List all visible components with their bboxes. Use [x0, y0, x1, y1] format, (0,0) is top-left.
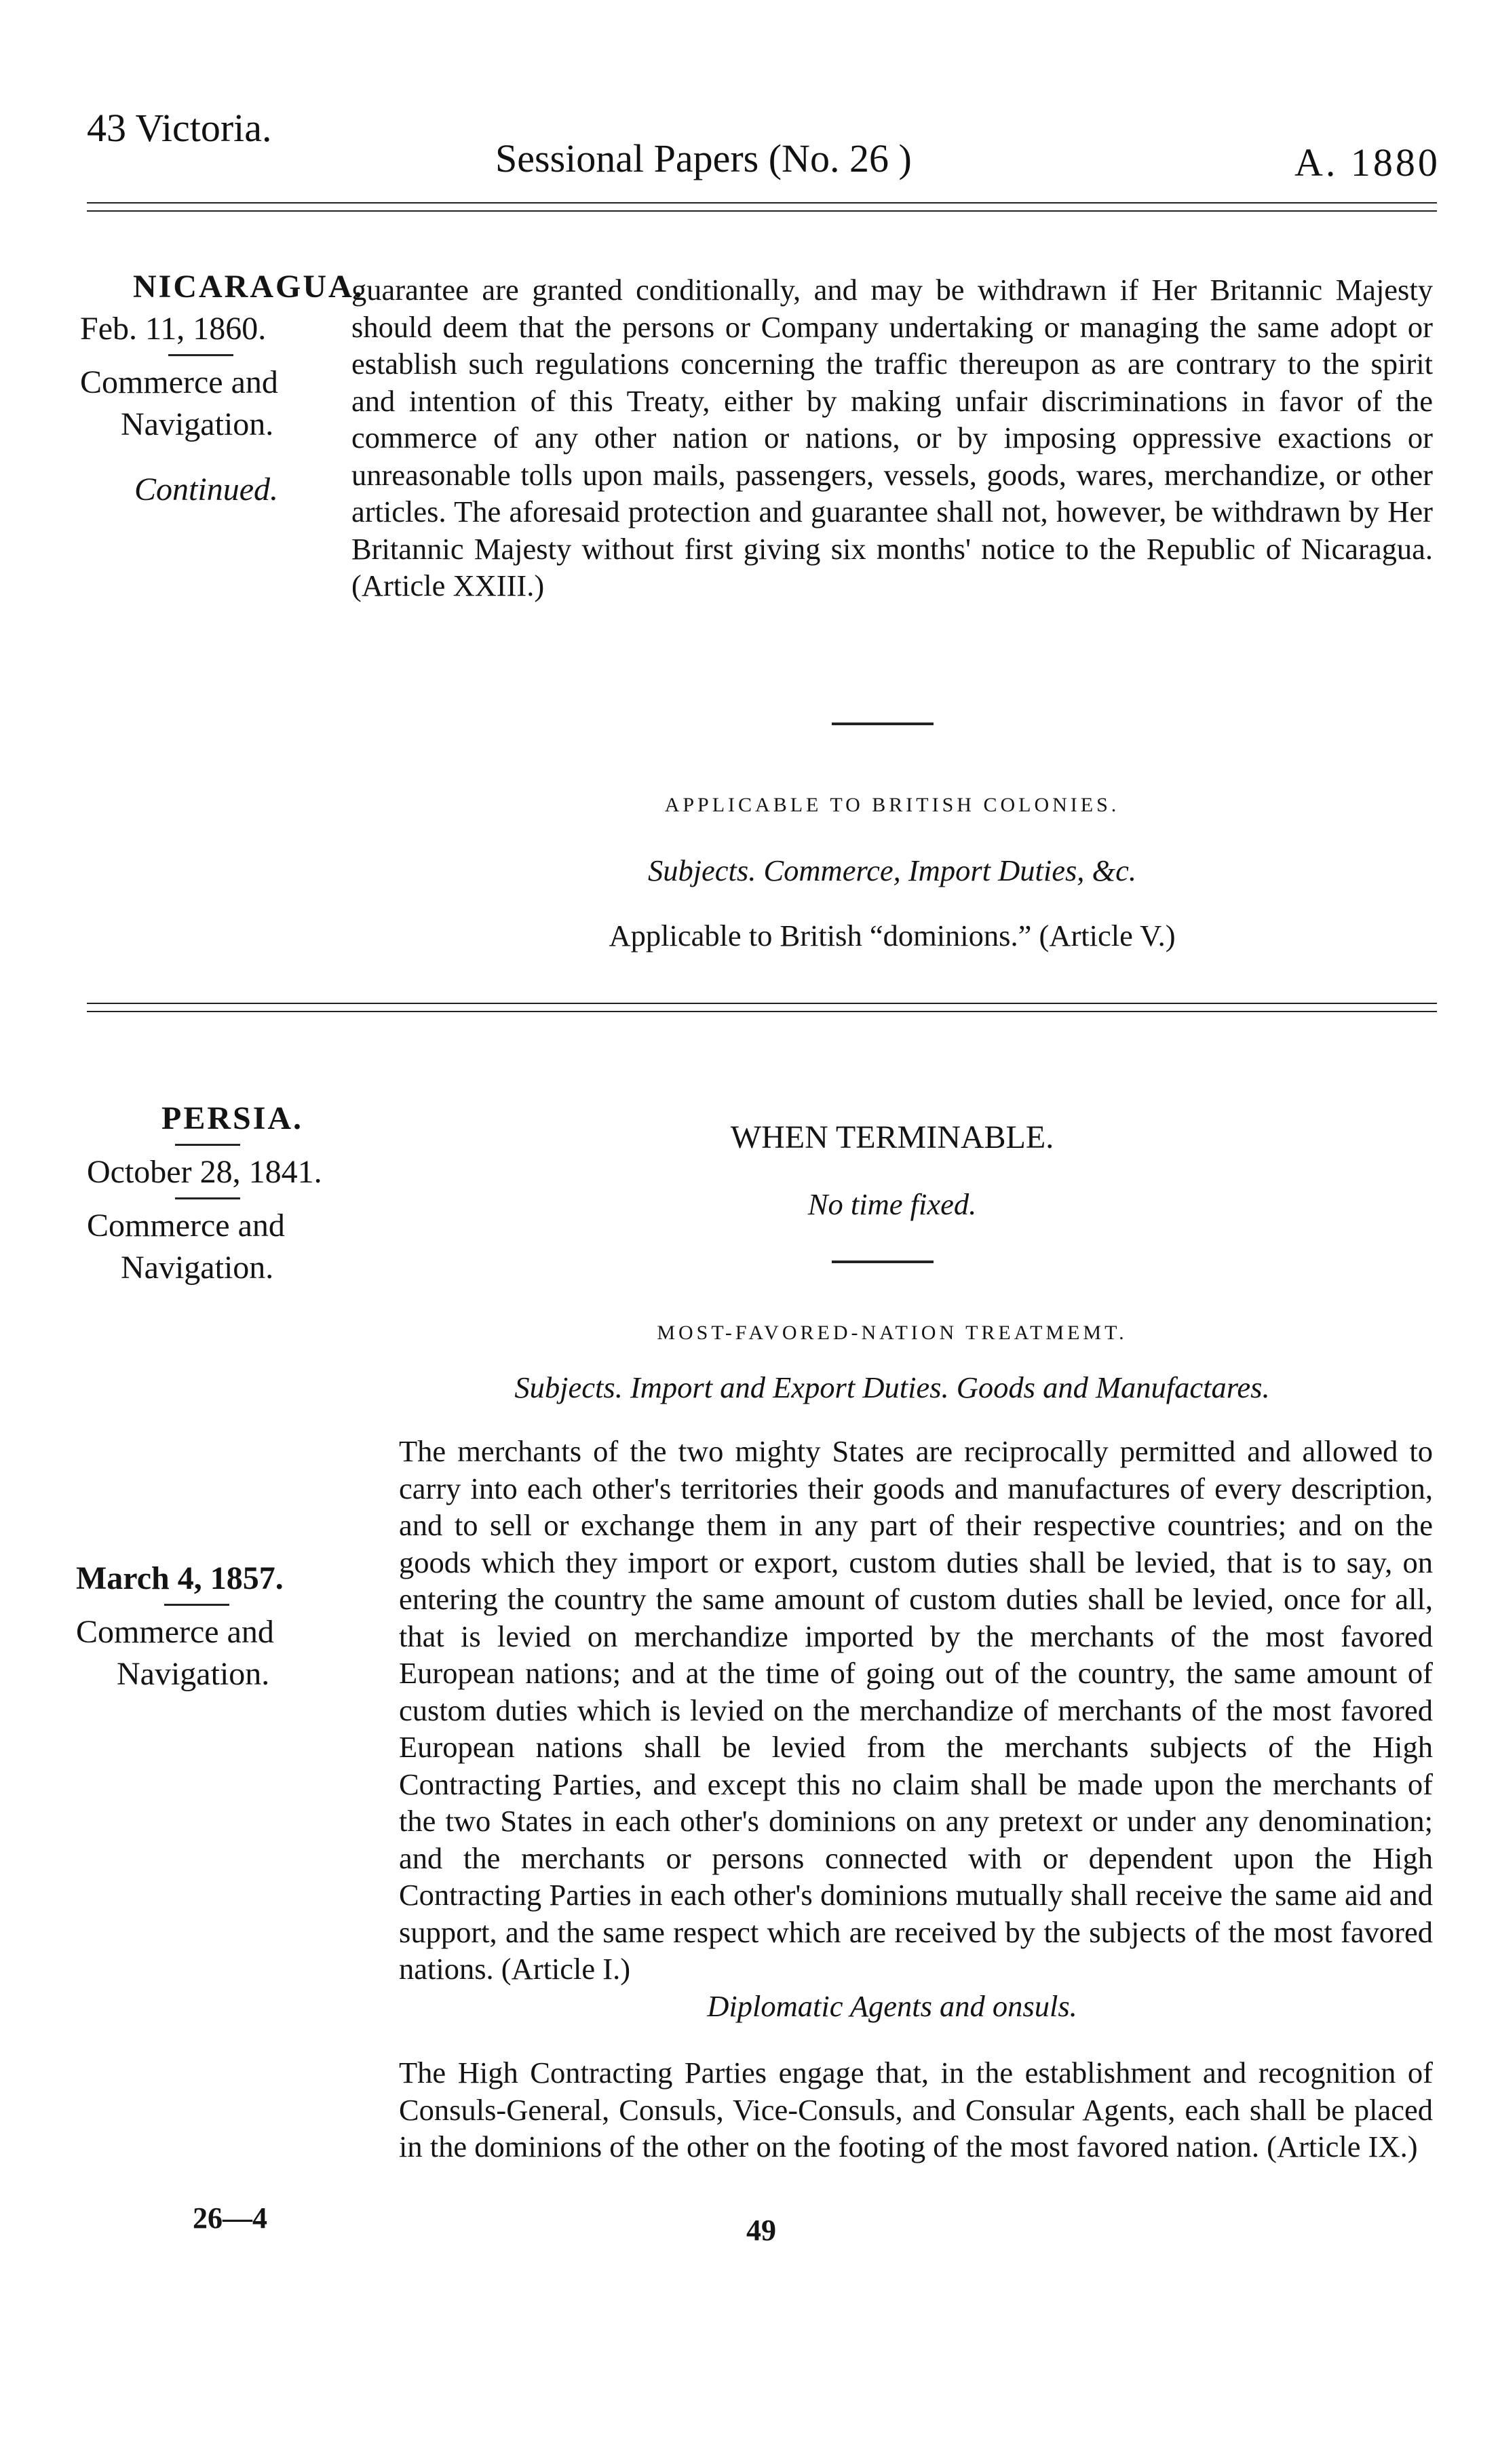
header-title: Sessional Papers (No. 26 ): [495, 136, 912, 180]
margin-date: Feb. 11, 1860.: [80, 311, 267, 347]
section-divider-rule: [87, 1003, 1437, 1012]
margin-note-nicaragua: [80, 266, 364, 511]
margin-continued: Continued.: [134, 471, 278, 507]
applicable-heading: APPLICABLE TO BRITISH COLONIES.: [664, 794, 1120, 816]
margin-note-persia: [87, 1098, 372, 1289]
page-number: 49: [746, 2214, 776, 2247]
diplomatic-heading: Diplomatic Agents and onsuls.: [707, 1989, 1077, 2023]
treaty-text: The High Contracting Parties engage that, in the establishment and recognition of Consuls-General, Consuls, Vice-Consuls, and Consular Agents, each shall be placed in the dominions of the other on the footing of the most favored nation. (Article IX.): [399, 2056, 1433, 2163]
margin-divider: [175, 1144, 240, 1146]
treaty-text: guarantee are granted conditionally, and may be withdrawn if Her Britannic Majesty should deem that the persons or Company undertaking or managing the same adopt or establish such regulations concerning the traffic thereupon as are contrary to the spirit and intention of this Treaty, either by making unfair discriminations in favor of the commerce of any other nation or nations, or by imposing oppressive exactions or unreasonable tolls upon mails, passengers, vessels, goods, wares, merchandize, or other articles. The aforesaid protection and guarantee shall not, however, be withdrawn by Her Britannic Majesty without first giving six months' notice to the Republic of Nicaragua. (Article XXIII.): [351, 273, 1433, 602]
margin-divider: [168, 354, 233, 356]
no-time-fixed: No time fixed.: [807, 1187, 977, 1221]
margin-note-persia-1857: [76, 1558, 361, 1695]
header-session: 43 Victoria.: [87, 106, 272, 150]
header-year: A. 1880: [1294, 140, 1440, 185]
nicaragua-paragraph: [351, 271, 1433, 604]
margin-subject-line1: Commerce and: [76, 1614, 274, 1650]
margin-date: March 4, 1857.: [76, 1560, 284, 1596]
margin-subject-line2: Navigation.: [121, 1250, 274, 1286]
section-rule: [832, 723, 934, 725]
margin-date: October 28, 1841.: [87, 1154, 322, 1190]
subjects-line: Subjects. Commerce, Import Duties, &c.: [647, 853, 1137, 887]
mfn-heading: MOST-FAVORED-NATION TREATMEMT.: [657, 1322, 1128, 1344]
persia-paragraph-2: [399, 2054, 1433, 2165]
margin-subject-line2: Navigation.: [121, 406, 274, 442]
margin-divider: [175, 1197, 240, 1199]
margin-subject-line2: Navigation.: [117, 1656, 270, 1692]
margin-divider: [164, 1604, 229, 1606]
margin-country: PERSIA.: [161, 1100, 304, 1136]
applicable-line: Applicable to British “dominions.” (Article V.): [609, 919, 1176, 952]
margin-subject-line1: Commerce and: [87, 1208, 285, 1244]
header-rule: [87, 202, 1437, 212]
margin-subject-line1: Commerce and: [80, 364, 278, 400]
when-terminable-heading: WHEN TERMINABLE.: [730, 1119, 1054, 1155]
persia-paragraph-1: [399, 1433, 1433, 1988]
persia-subjects-line: Subjects. Import and Export Duties. Goods and Manufactares.: [514, 1370, 1270, 1404]
treaty-text: The merchants of the two mighty States are reciprocally permitted and allowed to carry into each other's territories their goods and manufactures of every description, and to sell or exchange them in any part of their respective countries; and on the goods which they import or export, custom duties shall be levied, that is to say, on entering the country the same amount of custom duties shall be levied, once for all, that is levied on merchandize imported by the merchants of the most favored European nations; and at the time of going out of the country, the same amount of custom duties which is levied on the merchandize of merchants of the most favored European nations shall be levied from the merchants subjects of the High Contracting Parties, and except this no claim shall be made upon the merchants of the two States in each other's dominions on any pretext or under any denomination; and the merchants or persons connected with or dependent upon the High Contracting Parties in each other's dominions mutually shall receive the same aid and support, and the same respect which are received by the subjects of the most favored nations. (Article I.): [399, 1434, 1433, 1986]
margin-country: NICARAGUA.: [133, 269, 364, 305]
section-rule: [832, 1260, 934, 1263]
printer-signature: 26—4: [193, 2201, 267, 2235]
